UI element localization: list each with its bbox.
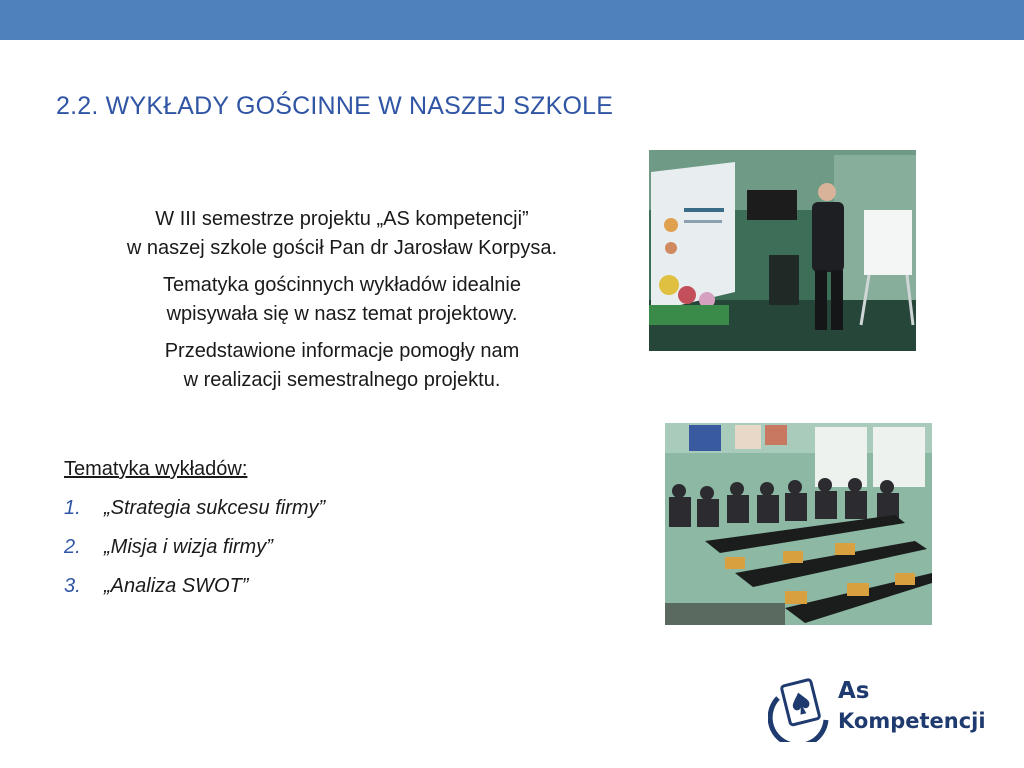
intro-paragraph-2 (52, 271, 632, 329)
list-item-number: 3. (64, 575, 81, 597)
topics-section (64, 455, 584, 611)
logo-wordmark (838, 676, 986, 736)
intro-p3-line2: w realizacji semestralnego projektu. (183, 369, 501, 391)
intro-p1-line1: W III semestrze projektu „AS kompetencji” (155, 208, 529, 230)
card-spade-icon (768, 672, 834, 742)
lecture-photo-image (649, 150, 916, 351)
topics-list (64, 494, 584, 601)
list-item (64, 494, 584, 523)
audience-photo-image (665, 423, 932, 625)
logo-line-2: Kompetencji (838, 709, 986, 733)
intro-p3-line1: Przedstawione informacje pomogły nam (164, 340, 520, 362)
top-bar (0, 0, 1024, 40)
intro-paragraph-3 (52, 337, 632, 395)
lecture-photo (649, 150, 916, 351)
list-item (64, 533, 584, 562)
list-item-label: „Strategia sukcesu firmy” (104, 497, 326, 519)
list-item-label: „Analiza SWOT” (104, 575, 249, 597)
list-item-label: „Misja i wizja firmy” (104, 536, 273, 558)
intro-p2-line2: wpisywała się w nasz temat projektowy. (166, 303, 518, 325)
list-item (64, 572, 584, 601)
intro-p2-line1: Tematyka gościnnych wykładów idealnie (163, 274, 521, 296)
topics-heading: Tematyka wykładów: (64, 458, 248, 480)
intro-text (52, 205, 632, 403)
list-item-number: 1. (64, 497, 81, 519)
list-item-number: 2. (64, 536, 81, 558)
logo (768, 672, 998, 748)
audience-photo (665, 423, 932, 625)
intro-p1-line2: w naszej szkole gościł Pan dr Jarosław Korpysa. (126, 237, 558, 259)
intro-paragraph-1 (52, 205, 632, 263)
slide-title: 2.2. WYKŁADY GOŚCINNE W NASZEJ SZKOLE (56, 92, 614, 120)
logo-line-1: As (838, 678, 870, 704)
